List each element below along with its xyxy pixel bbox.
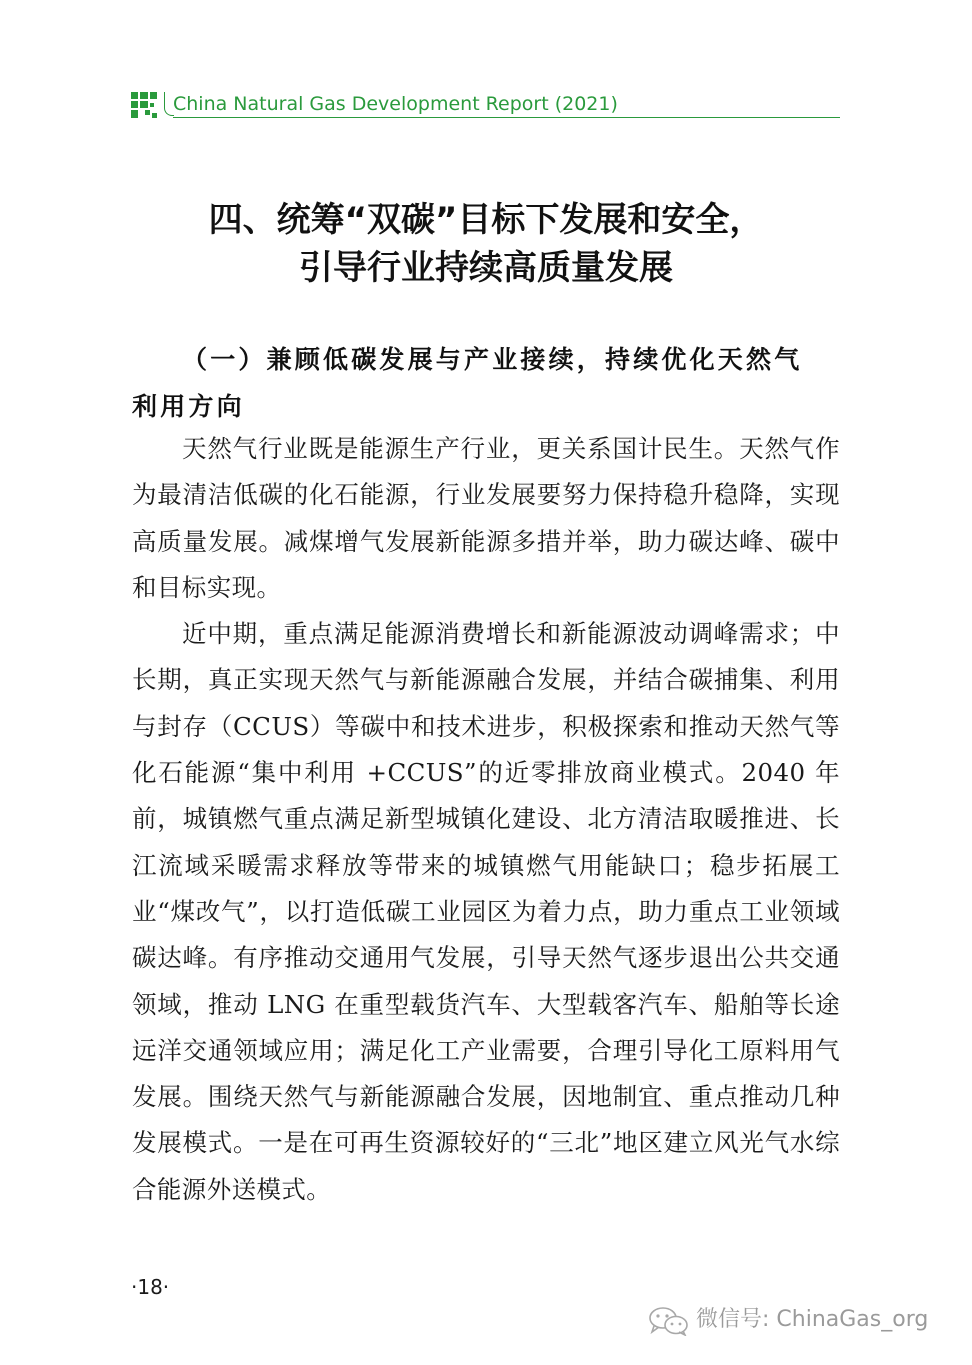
- page-number: ·18·: [131, 1275, 170, 1299]
- report-logo-icon: [131, 92, 157, 118]
- chapter-title: [130, 196, 842, 292]
- report-title: China Natural Gas Development Report (2021): [173, 93, 618, 115]
- header-divider: [173, 117, 840, 118]
- paragraph-1: 天然气行业既是能源生产行业，更关系国计民生。天然气作为最清洁低碳的化石能源，行业发展要努力保持稳升稳降，实现高质量发展。减煤增气发展新能源多措并举，助力碳达峰、碳中和目标实现。: [132, 434, 840, 602]
- section-heading-line-1: （一）兼顾低碳发展与产业接续，持续优化天然气: [182, 345, 803, 374]
- watermark-text: 微信号: ChinaGas_org: [696, 1307, 929, 1332]
- section-heading-line-2: 利用方向: [132, 392, 245, 421]
- wechat-watermark: [648, 1304, 948, 1336]
- paragraph-2: 近中期，重点满足能源消费增长和新能源波动调峰需求；中长期，真正实现天然气与新能源融合发展，并结合碳捕集、利用与封存（CCUS）等碳中和技术进步，积极探索和推动天然气等化石能源“集中利用 +CCUS”的近零排放商业模式。2040 年前，城镇燃气重点满足新型城镇化建设、北方清洁取暖推进、长江流域采暖需求释放等带来的城镇燃气用能缺口；稳步拓展工业“煤改气”，以打造低碳工业园区为着力点，助力重点工业领域碳达峰。有序推动交通用气发展，引导天然气逐步退出公共交通领域，推动 LNG 在重型载货汽车、大型载客汽车、船舶等长途远洋交通领域应用；满足化工产业需要，合理引导化工原料用气发展。围绕天然气与新能源融合发展，因地制宜、重点推动几种发展模式。一是在可再生资源较好的“三北”地区建立风光气水综合能源外送模式。: [132, 619, 840, 1204]
- chapter-title-line-1: 四、统筹“双碳”目标下发展和安全，: [208, 200, 764, 240]
- running-header: [131, 90, 840, 120]
- section-heading: [132, 336, 840, 430]
- body-text: [132, 426, 840, 1213]
- wechat-icon: [648, 1306, 690, 1336]
- chapter-title-line-2: 引导行业持续高质量发展: [299, 248, 673, 288]
